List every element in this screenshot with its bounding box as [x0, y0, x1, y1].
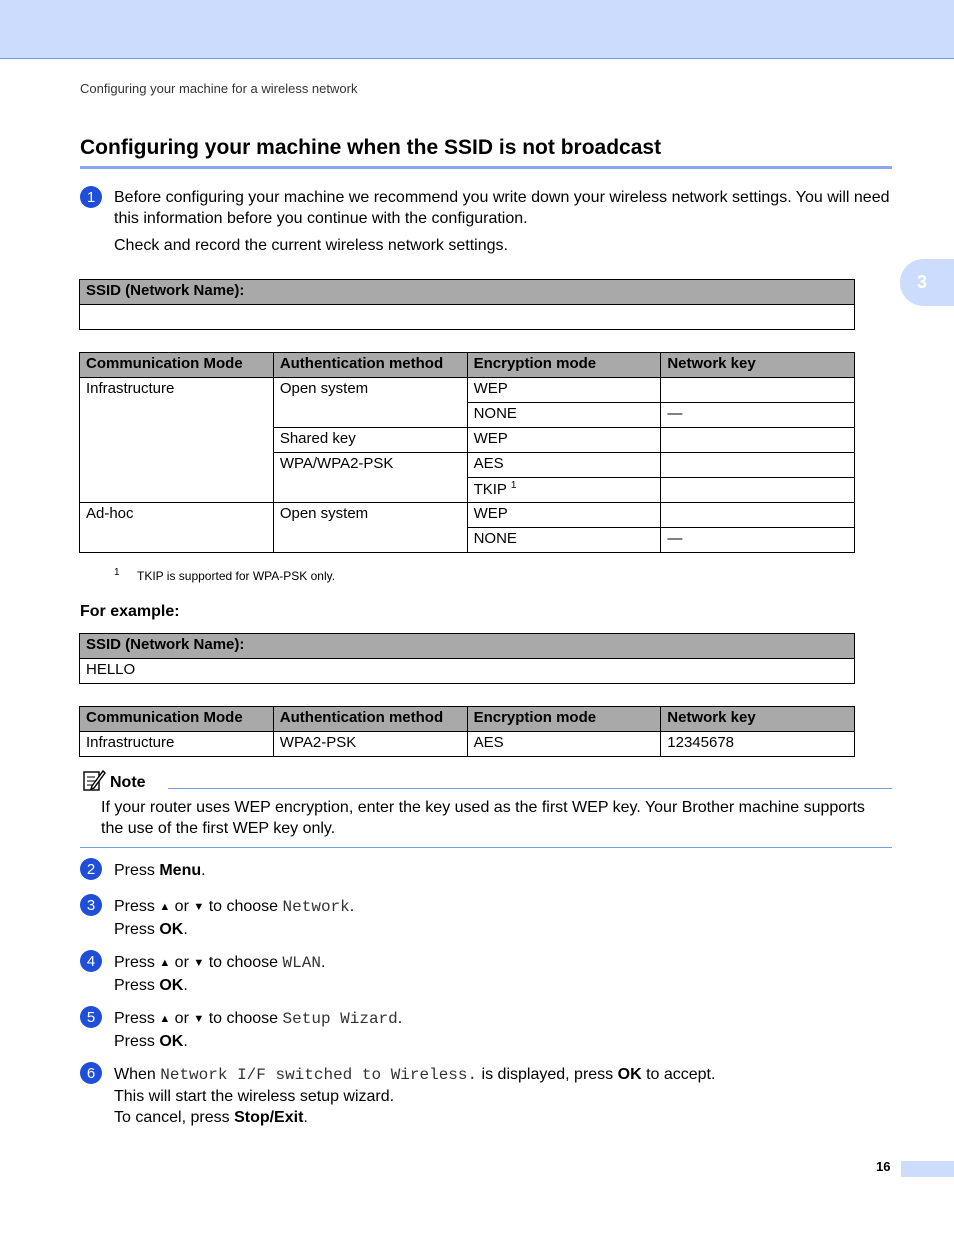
menu-key: Menu — [159, 862, 202, 879]
step-1-number: 1 — [80, 186, 102, 208]
title-underline — [80, 166, 892, 169]
column-header: Authentication method — [273, 353, 467, 378]
table-cell: WPA2-PSK — [273, 732, 467, 757]
ssid-header: SSID (Network Name): — [80, 280, 855, 305]
ssid-header: SSID (Network Name): — [80, 634, 855, 659]
for-example-heading: For example: — [80, 603, 180, 620]
menu-item: Network — [282, 898, 350, 916]
ssid-value — [80, 305, 855, 330]
step-6-number: 6 — [80, 1062, 102, 1084]
table-cell: WEP — [467, 428, 661, 453]
footnote-mark: 1 — [114, 567, 120, 578]
table-cell — [661, 428, 855, 453]
menu-item: WLAN — [282, 954, 321, 972]
step-2-number: 2 — [80, 858, 102, 880]
page-title: Configuring your machine when the SSID is not broadcast — [80, 136, 662, 159]
step-text: to choose — [204, 1010, 283, 1027]
step-text: to choose — [204, 898, 283, 915]
footnote-ref[interactable]: 1 — [510, 480, 517, 491]
step-text: . — [201, 862, 206, 879]
step-text: Press — [114, 921, 160, 938]
table-cell: 12345678 — [661, 732, 855, 757]
down-arrow-icon: ▼ — [193, 901, 205, 913]
page-number-tab — [901, 1161, 954, 1177]
step-1-text: Before configuring your machine we recommend you write down your wireless network settings. You will need this information before you continue with the configuration. — [114, 189, 890, 227]
example-ssid-table — [79, 633, 855, 684]
table-cell — [467, 478, 661, 503]
step-text: Press — [114, 898, 160, 915]
column-header: Network key — [661, 707, 855, 732]
ssid-table — [79, 279, 855, 330]
step-text: Press — [114, 977, 160, 994]
table-cell: Open system — [273, 378, 467, 428]
step-text: This will start the wireless setup wizard. — [114, 1088, 395, 1105]
ok-key: OK — [159, 1033, 184, 1050]
up-arrow-icon: ▲ — [159, 1013, 171, 1025]
table-cell: WPA/WPA2-PSK — [273, 453, 467, 503]
note-bottom-divider — [80, 847, 892, 848]
table-cell: Infrastructure — [80, 378, 274, 503]
step-text: . — [303, 1109, 308, 1126]
up-arrow-icon: ▲ — [159, 901, 171, 913]
step-text: To cancel, press — [114, 1109, 235, 1126]
table-cell — [661, 378, 855, 403]
chapter-number: 3 — [917, 272, 928, 292]
note-text: If your router uses WEP encryption, enter the key used as the first WEP key. Your Brother machine supports the use of the first WEP key only. — [101, 799, 865, 837]
step-3-text — [114, 896, 894, 940]
table-cell: AES — [467, 732, 661, 757]
down-arrow-icon: ▼ — [193, 1013, 205, 1025]
column-header: Encryption mode — [467, 707, 661, 732]
step-text: Press — [114, 1033, 160, 1050]
step-text: Press — [114, 1010, 160, 1027]
step-text: or — [170, 898, 194, 915]
step-5-text — [114, 1008, 894, 1052]
step-text: . — [320, 954, 326, 971]
tkip-label: TKIP — [473, 481, 507, 498]
ok-key: OK — [159, 921, 184, 938]
ok-key: OK — [617, 1066, 642, 1083]
step-3-number: 3 — [80, 894, 102, 916]
up-arrow-icon: ▲ — [159, 957, 171, 969]
table-cell: Open system — [273, 503, 467, 553]
ok-key: OK — [159, 977, 184, 994]
note-divider — [168, 788, 892, 789]
table-cell: — — [661, 528, 855, 553]
step-text: is displayed, press — [477, 1066, 618, 1083]
note-label: Note — [110, 774, 146, 791]
step-text: Press — [114, 954, 160, 971]
step-text: . — [183, 921, 188, 938]
settings-table — [79, 352, 855, 553]
step-text: or — [170, 954, 194, 971]
step-text: . — [397, 1010, 403, 1027]
page-number: 16 — [876, 1159, 891, 1174]
table-cell — [661, 478, 855, 503]
step-text: . — [183, 1033, 188, 1050]
table-cell — [661, 453, 855, 478]
step-text: . — [349, 898, 355, 915]
header-bar — [0, 0, 954, 59]
step-6-text — [114, 1064, 894, 1128]
step-text: When — [114, 1066, 161, 1083]
footnote-text: TKIP is supported for WPA-PSK only. — [137, 569, 336, 583]
table-cell: Infrastructure — [80, 732, 274, 757]
step-text: to accept. — [641, 1066, 716, 1083]
step-5-number: 5 — [80, 1006, 102, 1028]
column-header: Communication Mode — [80, 707, 274, 732]
step-2-text — [114, 860, 894, 881]
step-text: to choose — [204, 954, 283, 971]
chapter-tab[interactable] — [900, 259, 954, 306]
step-text: . — [183, 977, 188, 994]
step-1-text-2: Check and record the current wireless network settings. — [114, 237, 508, 254]
example-settings-table — [79, 706, 855, 757]
stop-exit-key: Stop/Exit — [234, 1109, 304, 1126]
column-header: Encryption mode — [467, 353, 661, 378]
table-cell: NONE — [467, 403, 661, 428]
table-cell: — — [661, 403, 855, 428]
column-header: Communication Mode — [80, 353, 274, 378]
step-text: or — [170, 1010, 194, 1027]
column-header: Network key — [661, 353, 855, 378]
step-text: Press — [114, 862, 160, 879]
lcd-message: Network I/F switched to Wireless. — [160, 1066, 478, 1084]
note-pencil-icon — [82, 768, 106, 792]
down-arrow-icon: ▼ — [193, 957, 205, 969]
menu-item: Setup Wizard — [282, 1010, 398, 1028]
breadcrumb: Configuring your machine for a wireless network — [80, 81, 358, 96]
step-4-text — [114, 952, 894, 996]
column-header: Authentication method — [273, 707, 467, 732]
table-cell: Shared key — [273, 428, 467, 453]
table-cell: NONE — [467, 528, 661, 553]
table-cell: Ad-hoc — [80, 503, 274, 553]
table-cell: WEP — [467, 503, 661, 528]
table-cell — [661, 503, 855, 528]
table-cell: WEP — [467, 378, 661, 403]
ssid-value: HELLO — [80, 659, 855, 684]
table-cell: AES — [467, 453, 661, 478]
table-row — [80, 732, 855, 757]
step-4-number: 4 — [80, 950, 102, 972]
